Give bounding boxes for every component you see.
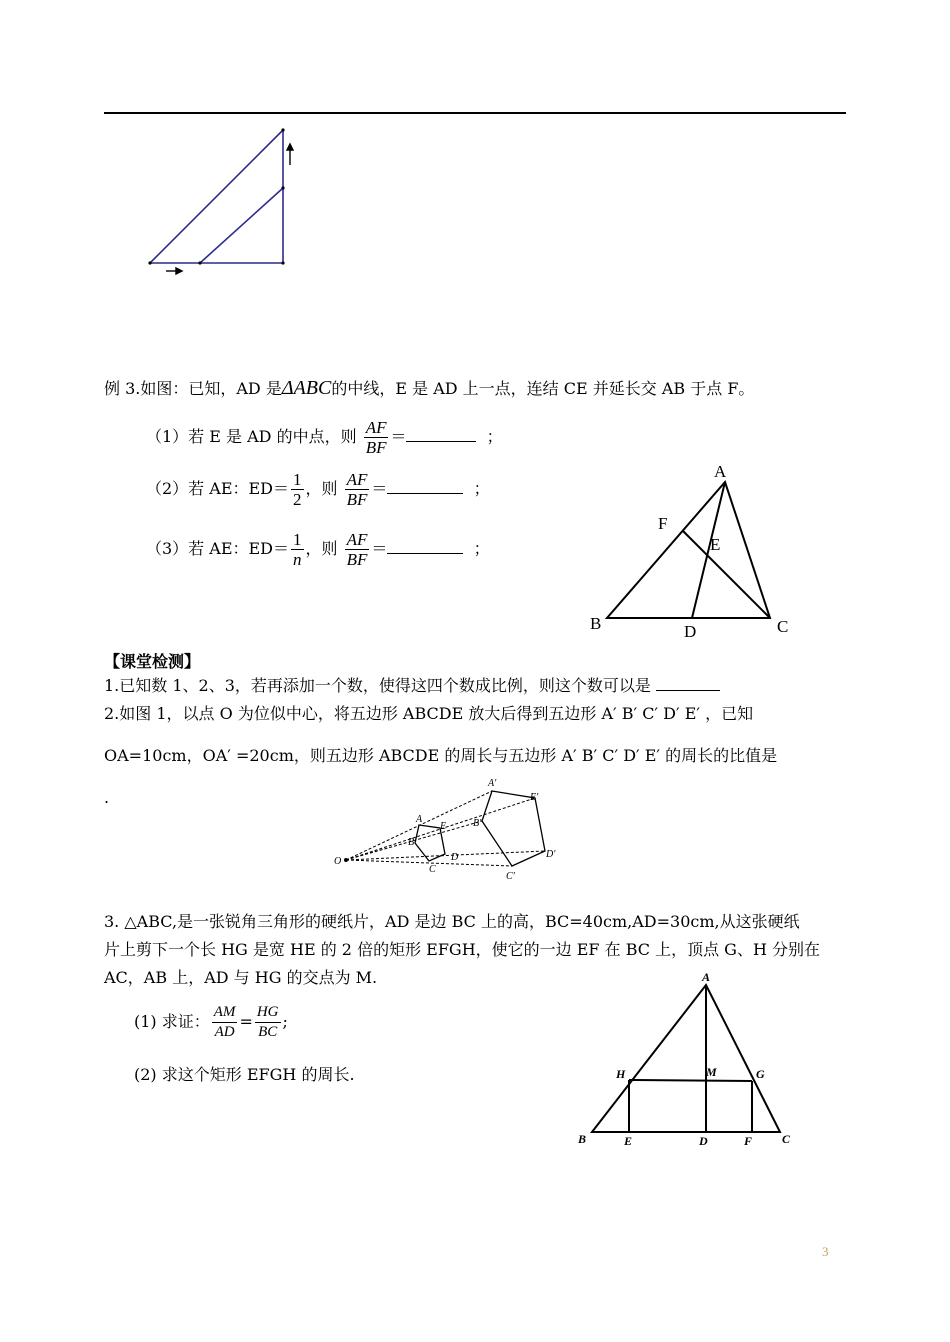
label-rect-h: H — [616, 1067, 626, 1081]
label-f: F — [658, 514, 668, 533]
answer-blank[interactable] — [406, 427, 476, 442]
problem-1: 1.已知数 1、2、3，若再添加一个数，使得这四个数成比例，则这个数可以是 — [104, 676, 720, 696]
label-rect-e: E — [624, 1134, 633, 1148]
label-pent-b: B — [408, 837, 415, 848]
label-rect-c: C — [782, 1132, 791, 1146]
answer-blank[interactable] — [656, 676, 720, 691]
example3-prefix: 例 3.如图：已知，AD 是 — [104, 379, 282, 398]
header-rule — [104, 112, 846, 114]
label-rect-d: D — [699, 1134, 708, 1148]
label-b: B — [590, 614, 602, 633]
label-pent-d: D — [451, 852, 459, 863]
example3-q2: （2）若 AE：ED＝ $\frac{1}{2}$ ，则 $\frac{AF}{BF}$ ＝ ； — [146, 470, 490, 509]
problem-3-line2: 片上剪下一个长 HG 是宽 HE 的 2 倍的矩形 EFGH，使它的一边 EF 在 BC 上，顶点 G、H 分别在 — [104, 940, 820, 959]
fraction-hg-bc: $\frac{HG}{BC}$ — [256, 1004, 279, 1040]
triangle-abc: ΔABC — [281, 377, 332, 399]
page-number: 3 — [822, 1244, 829, 1259]
label-e: E — [710, 535, 721, 554]
example3-suffix: 的中线，E 是 AD 上一点，连结 CE 并延长交 AB 于点 F。 — [331, 379, 755, 398]
triangle-abc-figure — [580, 455, 800, 645]
answer-blank[interactable] — [387, 539, 463, 554]
label-rect-f: F — [744, 1134, 753, 1148]
problem-2-line3: . — [104, 788, 110, 807]
label-pent-e: E — [440, 821, 447, 832]
problem-3-q2: (2) 求这个矩形 EFGH 的周长. — [134, 1065, 355, 1084]
label-pent-c: C — [429, 864, 436, 875]
fraction-af-bf: $\frac{AF}{BF}$ — [346, 470, 368, 509]
pentagon-figure — [330, 776, 580, 884]
problem-2-line2: OA=10cm，OA′ =20cm，则五边形 ABCDE 的周长与五边形 A′ B′ C′ D′ E′ 的周长的比值是 — [104, 746, 778, 765]
problem-3-line1: 3. △ABC,是一张锐角三角形的硬纸片，AD 是边 BC 上的高，BC=40cm,AD=30cm,从这张硬纸 — [104, 912, 800, 931]
section-title: 【课堂检测】 — [104, 652, 201, 671]
label-rect-m: M — [706, 1065, 717, 1079]
problem-3-q1: (1) 求证： $\frac{AM}{AD}$ = $\frac{HG}{BC}$ ; — [134, 1004, 288, 1040]
example3-q1: （1）若 E 是 AD 的中点，则 $\frac{AF}{BF}$ ＝ ； — [146, 418, 503, 457]
example3-q3: （3）若 AE：ED＝ $\frac{1}{n}$ ，则 $\frac{AF}{BF}$ ＝ ； — [146, 530, 490, 569]
label-rect-g: G — [756, 1067, 765, 1081]
fraction-one-half: $\frac{1}{2}$ — [293, 470, 302, 509]
fraction-af-bf: $\frac{AF}{BF}$ — [365, 418, 387, 457]
answer-blank[interactable] — [387, 479, 463, 494]
label-pent-a: A — [416, 814, 423, 825]
label-o: O — [334, 856, 342, 867]
label-c: C — [777, 617, 789, 636]
label-rect-b: B — [578, 1132, 587, 1146]
label-pent-e2: E′ — [530, 792, 539, 803]
fraction-af-bf: $\frac{AF}{BF}$ — [346, 530, 368, 569]
rectangle-triangle-figure — [570, 968, 800, 1153]
label-pent-a2: A′ — [488, 778, 497, 789]
label-pent-d2: D′ — [546, 849, 556, 860]
up-arrow-icon — [287, 144, 293, 165]
right-triangle-figure — [140, 120, 310, 280]
problem-2-line1: 2.如图 1，以点 O 为位似中心，将五边形 ABCDE 放大后得到五边形 A′ B′ C′ D′ E′ ，已知 — [104, 704, 754, 723]
fraction-one-over-n: $\frac{1}{n}$ — [293, 530, 302, 569]
label-rect-a: A — [702, 970, 711, 984]
right-arrow-icon — [166, 268, 182, 274]
label-a: A — [714, 462, 727, 481]
fraction-am-ad: $\frac{AM}{AD}$ — [213, 1004, 236, 1040]
label-pent-c2: C′ — [506, 871, 515, 882]
example3-statement — [104, 378, 754, 399]
label-pent-b2: B′ — [473, 818, 482, 829]
problem-3-line3: AC，AB 上，AD 与 HG 的交点为 M. — [104, 968, 378, 987]
label-d: D — [684, 622, 697, 641]
